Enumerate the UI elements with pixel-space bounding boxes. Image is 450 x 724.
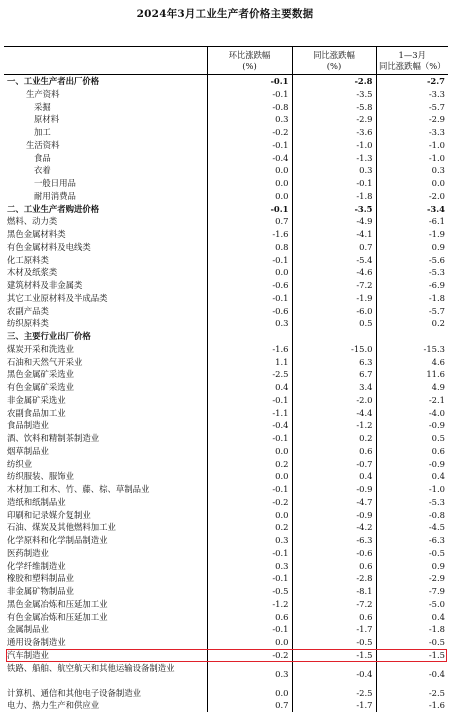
row-label: 非金属矿物制品业 (7, 586, 74, 596)
row-label: 食品制造业 (7, 420, 49, 431)
table-row (4, 305, 448, 318)
table-row (4, 394, 448, 407)
row-label: 采掘 (34, 101, 51, 112)
cell-mom: -0.4 (207, 152, 292, 165)
cell-ytd: -2.1 (376, 394, 448, 407)
cell-ytd: -2.9 (376, 572, 448, 585)
cell-ytd: -5.0 (376, 598, 448, 611)
table-row (4, 368, 448, 381)
cell-yoy: -8.1 (292, 585, 376, 598)
cell-yoy: -0.4 (292, 662, 376, 687)
cell-yoy: -1.9 (292, 292, 376, 305)
cell-yoy: -4.6 (292, 266, 376, 279)
row-label: 衣着 (34, 165, 51, 176)
header-yoy-line1: 同比涨跌幅 (313, 49, 355, 60)
cell-ytd: -4.0 (376, 407, 448, 420)
table-row (4, 623, 448, 636)
cell-yoy: 3.4 (292, 381, 376, 394)
row-label: 原材料 (34, 114, 60, 125)
table-row (4, 101, 448, 114)
row-label: 石油、煤炭及其他燃料加工业 (7, 522, 116, 533)
row-label: 耐用消费品 (34, 190, 76, 201)
cell-ytd: -0.4 (376, 662, 448, 687)
row-label: 黑色金属矿采选业 (7, 369, 74, 380)
cell-ytd: -1.0 (376, 139, 448, 152)
table-row (4, 432, 448, 445)
cell-yoy: -2.8 (292, 572, 376, 585)
row-label: 黑色金属材料类 (7, 229, 66, 239)
row-label: 酒、饮料和精制茶制造业 (7, 433, 100, 443)
cell-ytd: -2.5 (376, 687, 448, 700)
table-row (4, 139, 448, 152)
row-label: 一、工业生产者出厂价格 (7, 76, 100, 86)
cell-yoy: -3.6 (292, 126, 376, 139)
row-label: 橡胶和塑料制品业 (7, 573, 74, 584)
cell-mom: 0.0 (207, 177, 292, 190)
table-row (4, 190, 448, 203)
cell-mom: 1.1 (207, 356, 292, 369)
cell-mom: 0.4 (207, 381, 292, 394)
table-row (4, 266, 448, 279)
cell-ytd: -1.8 (376, 623, 448, 636)
cell-mom: 0.0 (207, 445, 292, 458)
cell-yoy: 0.3 (292, 164, 376, 177)
cell-yoy: -7.2 (292, 279, 376, 292)
table-row (4, 636, 448, 649)
cell-ytd: -1.6 (376, 699, 448, 712)
table-row (4, 381, 448, 394)
cell-mom: 0.7 (207, 215, 292, 228)
cell-ytd: 0.0 (376, 177, 448, 190)
cell-yoy: -1.7 (292, 699, 376, 712)
row-label: 木材加工和木、竹、藤、棕、草制品业 (7, 484, 150, 494)
cell-mom: -0.2 (207, 126, 292, 139)
header-mom-line1: 环比涨跌幅 (228, 49, 271, 60)
cell-yoy: -0.5 (292, 636, 376, 649)
cell-mom: -0.1 (207, 88, 292, 101)
cell-mom: -1.6 (207, 228, 292, 241)
cell-mom: -0.1 (207, 292, 292, 305)
row-label: 加工 (34, 127, 51, 137)
table-row (4, 356, 448, 369)
header-mom (207, 47, 292, 75)
cell-yoy: -2.8 (292, 75, 376, 88)
cell-mom: 0.3 (207, 534, 292, 547)
row-label: 有色金属材料及电线类 (7, 241, 91, 252)
row-label: 电力、热力生产和供应业 (7, 700, 100, 711)
cell-yoy: -0.6 (292, 547, 376, 560)
table-row (4, 687, 448, 700)
cell-mom: 0.0 (207, 509, 292, 522)
table-row (4, 649, 448, 662)
cell-mom: -0.1 (207, 139, 292, 152)
row-label: 农副产品类 (7, 305, 49, 316)
table-row (4, 572, 448, 585)
cell-yoy: -4.7 (292, 496, 376, 509)
header-yoy-line2: (%) (326, 60, 342, 71)
row-label: 印刷和记录媒介复制业 (7, 509, 91, 520)
cell-yoy: 0.2 (292, 432, 376, 445)
table-row (4, 470, 448, 483)
cell-mom: -0.4 (207, 419, 292, 432)
page-title: 2024年3月工业生产者价格主要数据 (136, 8, 314, 20)
row-label: 建筑材料及非金属类 (7, 280, 83, 290)
cell-yoy: -0.9 (292, 509, 376, 522)
cell-ytd: 0.4 (376, 611, 448, 624)
cell-mom: 0.3 (207, 560, 292, 573)
header-label-column (4, 47, 207, 75)
row-label: 生产资料 (26, 88, 60, 99)
row-label: 计算机、通信和其他电子设备制造业 (7, 687, 141, 698)
cell-mom: -0.1 (207, 483, 292, 496)
cell-ytd: 0.5 (376, 432, 448, 445)
row-label: 金属制品业 (7, 624, 49, 635)
cell-mom: -0.1 (207, 254, 292, 267)
row-label: 生活资料 (26, 139, 60, 150)
row-label: 一般日用品 (34, 178, 76, 188)
cell-ytd: 0.2 (376, 317, 448, 330)
cell-mom: 0.3 (207, 662, 292, 687)
cell-mom: 0.2 (207, 458, 292, 471)
cell-yoy: -1.7 (292, 623, 376, 636)
row-label: 化学纤维制造业 (7, 560, 66, 571)
cell-ytd: -6.3 (376, 534, 448, 547)
header-yoy (292, 47, 376, 75)
cell-mom: 0.0 (207, 266, 292, 279)
row-label: 石油和天然气开采业 (7, 356, 83, 367)
cell-yoy: -5.4 (292, 254, 376, 267)
cell-mom: -0.1 (207, 394, 292, 407)
table-row (4, 509, 448, 522)
cell-ytd: -0.9 (376, 419, 448, 432)
row-label: 汽车制造业 (7, 649, 49, 660)
cell-ytd (376, 330, 448, 343)
cell-ytd: -2.9 (376, 113, 448, 126)
cell-yoy: -4.9 (292, 215, 376, 228)
cell-mom: -0.5 (207, 585, 292, 598)
row-label: 化学原料和化学制品制造业 (7, 535, 108, 545)
cell-ytd: -7.9 (376, 585, 448, 598)
cell-mom: -0.1 (207, 75, 292, 88)
cell-ytd: 0.9 (376, 241, 448, 254)
row-label: 黑色金属冶炼和压延加工业 (7, 598, 108, 609)
row-label: 二、工业生产者购进价格 (7, 203, 100, 214)
table-row (4, 521, 448, 534)
cell-mom (207, 330, 292, 343)
cell-yoy: -2.0 (292, 394, 376, 407)
cell-ytd: -0.8 (376, 509, 448, 522)
cell-mom: -0.1 (207, 203, 292, 216)
cell-yoy: -6.0 (292, 305, 376, 318)
row-label: 化工原料类 (7, 254, 49, 265)
table-row (4, 279, 448, 292)
cell-mom: 0.0 (207, 470, 292, 483)
cell-yoy (292, 330, 376, 343)
cell-yoy: 0.6 (292, 611, 376, 624)
cell-mom: -0.6 (207, 279, 292, 292)
cell-yoy: 6.7 (292, 368, 376, 381)
table-row (4, 126, 448, 139)
row-label: 铁路、船舶、航空航天和其他运输设备制造业 (7, 662, 175, 673)
row-label: 其它工业原材料及半成品类 (7, 292, 108, 303)
cell-mom: 0.0 (207, 164, 292, 177)
table-row (4, 113, 448, 126)
table-row (4, 292, 448, 305)
table-row (4, 458, 448, 471)
cell-ytd: -1.0 (376, 152, 448, 165)
cell-yoy: -2.9 (292, 113, 376, 126)
table-row (4, 215, 448, 228)
cell-mom: -0.2 (207, 496, 292, 509)
cell-ytd: -5.6 (376, 254, 448, 267)
cell-ytd: -3.4 (376, 203, 448, 216)
cell-yoy: -1.0 (292, 139, 376, 152)
row-label: 通用设备制造业 (7, 637, 66, 647)
table-row (4, 241, 448, 254)
cell-mom: 0.6 (207, 611, 292, 624)
cell-mom: -1.2 (207, 598, 292, 611)
cell-mom: 0.0 (207, 636, 292, 649)
row-label: 三、主要行业出厂价格 (7, 331, 91, 341)
table-row (4, 75, 448, 88)
table-body (4, 75, 448, 713)
row-label: 纺织业 (7, 458, 33, 469)
cell-ytd: -4.5 (376, 521, 448, 534)
cell-yoy: -15.0 (292, 343, 376, 356)
table-row (4, 152, 448, 165)
cell-ytd: -6.9 (376, 279, 448, 292)
cell-ytd: -3.3 (376, 88, 448, 101)
row-label: 纺织原料类 (7, 318, 49, 329)
table-row (4, 445, 448, 458)
cell-yoy: 0.5 (292, 317, 376, 330)
cell-mom: -0.1 (207, 623, 292, 636)
table-row (4, 496, 448, 509)
row-label: 有色金属冶炼和压延加工业 (7, 611, 108, 622)
table-row (4, 483, 448, 496)
table-header-row (4, 47, 448, 75)
cell-ytd: -0.9 (376, 458, 448, 471)
cell-yoy: 6.3 (292, 356, 376, 369)
cell-ytd: -1.8 (376, 292, 448, 305)
cell-yoy: -1.5 (292, 649, 376, 662)
header-ytd (376, 47, 448, 75)
table-row (4, 662, 448, 687)
cell-yoy: 0.4 (292, 470, 376, 483)
cell-mom: 0.0 (207, 687, 292, 700)
cell-ytd: 4.6 (376, 356, 448, 369)
cell-ytd: -0.5 (376, 547, 448, 560)
cell-ytd: -5.7 (376, 101, 448, 114)
table-row (4, 598, 448, 611)
table-row (4, 88, 448, 101)
row-label: 医药制造业 (7, 547, 49, 558)
header-mom-line2: (%) (242, 60, 257, 71)
table-row (4, 611, 448, 624)
table-row (4, 228, 448, 241)
cell-mom: 0.2 (207, 521, 292, 534)
cell-ytd: -2.7 (376, 75, 448, 88)
cell-ytd: -1.0 (376, 483, 448, 496)
row-label: 纺织服装、服饰业 (7, 471, 74, 482)
header-ytd-line1: 1—3月 (398, 49, 426, 60)
cell-yoy: -1.3 (292, 152, 376, 165)
cell-ytd: 0.6 (376, 445, 448, 458)
cell-yoy: -0.1 (292, 177, 376, 190)
table-row (4, 699, 448, 712)
cell-ytd: 11.6 (376, 368, 448, 381)
cell-mom: -0.1 (207, 572, 292, 585)
cell-mom: 0.8 (207, 241, 292, 254)
cell-yoy: 0.7 (292, 241, 376, 254)
cell-yoy: 0.6 (292, 445, 376, 458)
table-row (4, 419, 448, 432)
table-row (4, 330, 448, 343)
cell-yoy: -4.4 (292, 407, 376, 420)
cell-yoy: -1.2 (292, 419, 376, 432)
table-row (4, 547, 448, 560)
header-ytd-line2: 同比涨跌幅（%） (378, 60, 446, 71)
cell-mom: -0.8 (207, 101, 292, 114)
cell-ytd: 4.9 (376, 381, 448, 394)
cell-mom: -0.2 (207, 649, 292, 662)
cell-mom: 0.3 (207, 317, 292, 330)
row-label: 造纸和纸制品业 (7, 496, 66, 507)
cell-mom: 0.3 (207, 113, 292, 126)
cell-yoy: -7.2 (292, 598, 376, 611)
cell-mom: -1.1 (207, 407, 292, 420)
row-label: 农副食品加工业 (7, 407, 66, 418)
cell-ytd: 0.3 (376, 164, 448, 177)
cell-ytd: -5.7 (376, 305, 448, 318)
cell-mom: -0.1 (207, 432, 292, 445)
table-row (4, 164, 448, 177)
cell-yoy: -0.7 (292, 458, 376, 471)
cell-ytd: -15.3 (376, 343, 448, 356)
cell-ytd: -1.9 (376, 228, 448, 241)
row-label: 非金属矿采选业 (7, 394, 66, 405)
cell-yoy: -5.8 (292, 101, 376, 114)
table-row (4, 317, 448, 330)
table-row (4, 203, 448, 216)
table-row (4, 560, 448, 573)
price-data-table (4, 46, 448, 712)
cell-mom: -1.6 (207, 343, 292, 356)
row-label: 有色金属矿采选业 (7, 382, 74, 392)
row-label: 煤炭开采和洗选业 (7, 343, 74, 354)
cell-ytd: -6.1 (376, 215, 448, 228)
cell-ytd: -3.3 (376, 126, 448, 139)
cell-yoy: -4.1 (292, 228, 376, 241)
cell-mom: 0.0 (207, 190, 292, 203)
table-row (4, 254, 448, 267)
cell-ytd: 0.4 (376, 470, 448, 483)
row-label: 木材及纸浆类 (7, 267, 58, 278)
cell-mom: -2.5 (207, 368, 292, 381)
cell-ytd: 0.9 (376, 560, 448, 573)
table-row (4, 343, 448, 356)
cell-ytd: -5.3 (376, 266, 448, 279)
cell-mom: -0.6 (207, 305, 292, 318)
table-row (4, 407, 448, 420)
table-row (4, 534, 448, 547)
cell-yoy: -3.5 (292, 203, 376, 216)
cell-ytd: -5.3 (376, 496, 448, 509)
row-label: 烟草制品业 (7, 445, 49, 456)
cell-yoy: -0.9 (292, 483, 376, 496)
cell-mom: -0.1 (207, 547, 292, 560)
cell-ytd: -2.0 (376, 190, 448, 203)
cell-yoy: -2.5 (292, 687, 376, 700)
cell-yoy: -1.8 (292, 190, 376, 203)
row-label: 燃料、动力类 (7, 216, 58, 227)
cell-ytd: -1.5 (376, 649, 448, 662)
cell-yoy: -6.3 (292, 534, 376, 547)
cell-ytd: -0.5 (376, 636, 448, 649)
row-label: 食品 (34, 152, 51, 163)
cell-mom: 0.7 (207, 699, 292, 712)
cell-yoy: 0.6 (292, 560, 376, 573)
table-row (4, 585, 448, 598)
cell-yoy: -3.5 (292, 88, 376, 101)
table-row (4, 177, 448, 190)
cell-yoy: -4.2 (292, 521, 376, 534)
